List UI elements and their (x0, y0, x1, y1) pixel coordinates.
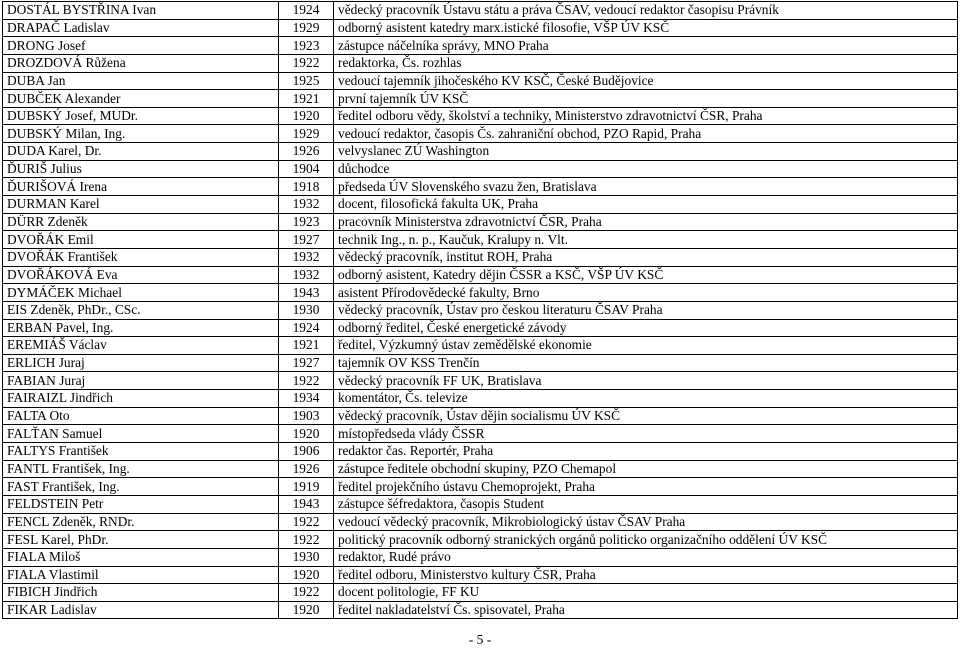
table-row (3, 178, 958, 196)
person-name-cell: FIBICH Jindřich (3, 584, 279, 602)
position-cell: asistent Přírodovědecké fakulty, Brno (334, 284, 958, 302)
birth-year-cell: 1903 (279, 407, 334, 425)
birth-year-cell: 1920 (279, 601, 334, 619)
position-cell: komentátor, Čs. televize (334, 390, 958, 408)
roster-body (3, 2, 958, 619)
table-row (3, 301, 958, 319)
position-cell: zástupce náčelníka správy, MNO Praha (334, 37, 958, 55)
position-cell: odborný ředitel, České energetické závody (334, 319, 958, 337)
person-name-cell: FESL Karel, PhDr. (3, 531, 279, 549)
table-row (3, 213, 958, 231)
person-name-cell: FAIRAIZL Jindřich (3, 390, 279, 408)
birth-year-cell: 1934 (279, 390, 334, 408)
table-row (3, 107, 958, 125)
birth-year-cell: 1930 (279, 301, 334, 319)
birth-year-cell: 1929 (279, 125, 334, 143)
table-row (3, 248, 958, 266)
position-cell: vědecký pracovník, Ústav dějin socialismu ÚV KSČ (334, 407, 958, 425)
person-name-cell: ĎURIŠ Julius (3, 160, 279, 178)
birth-year-cell: 1924 (279, 319, 334, 337)
position-cell: vedoucí redaktor, časopis Čs. zahraniční obchod, PZO Rapid, Praha (334, 125, 958, 143)
birth-year-cell: 1923 (279, 37, 334, 55)
person-name-cell: FELDSTEIN Petr (3, 495, 279, 513)
birth-year-cell: 1922 (279, 372, 334, 390)
table-row (3, 407, 958, 425)
position-cell: důchodce (334, 160, 958, 178)
person-name-cell: ERLICH Juraj (3, 354, 279, 372)
person-name-cell: DVOŘÁK František (3, 248, 279, 266)
table-row (3, 266, 958, 284)
person-name-cell: FALTA Oto (3, 407, 279, 425)
person-name-cell: EREMIÁŠ Václav (3, 337, 279, 355)
position-cell: technik Ing., n. p., Kaučuk, Kralupy n. Vlt. (334, 231, 958, 249)
position-cell: první tajemník ÚV KSČ (334, 90, 958, 108)
person-name-cell: ERBAN Pavel, Ing. (3, 319, 279, 337)
birth-year-cell: 1921 (279, 90, 334, 108)
position-cell: místopředseda vlády ČSSR (334, 425, 958, 443)
person-name-cell: DUBČEK Alexander (3, 90, 279, 108)
position-cell: pracovník Ministerstva zdravotnictví ČSR, Praha (334, 213, 958, 231)
position-cell: ředitel projekčního ústavu Chemoprojekt, Praha (334, 478, 958, 496)
position-cell: vedoucí vědecký pracovník, Mikrobiologický ústav ČSAV Praha (334, 513, 958, 531)
person-name-cell: FALTYS František (3, 443, 279, 461)
position-cell: předseda ÚV Slovenského svazu žen, Bratislava (334, 178, 958, 196)
table-row (3, 19, 958, 37)
birth-year-cell: 1922 (279, 54, 334, 72)
birth-year-cell: 1906 (279, 443, 334, 461)
birth-year-cell: 1923 (279, 213, 334, 231)
person-name-cell: FABIAN Juraj (3, 372, 279, 390)
position-cell: odborný asistent katedry marx.istické filosofie, VŠP ÚV KSČ (334, 19, 958, 37)
person-name-cell: ĎURIŠOVÁ Irena (3, 178, 279, 196)
table-row (3, 125, 958, 143)
person-name-cell: DROZDOVÁ Růžena (3, 54, 279, 72)
table-row (3, 337, 958, 355)
position-cell: vědecký pracovník, institut ROH, Praha (334, 248, 958, 266)
person-name-cell: DUBSKÝ Milan, Ing. (3, 125, 279, 143)
position-cell: politický pracovník odborný stranických orgánů politicko organizačního oddělení ÚV KSČ (334, 531, 958, 549)
birth-year-cell: 1920 (279, 566, 334, 584)
person-name-cell: FALŤAN Samuel (3, 425, 279, 443)
birth-year-cell: 1930 (279, 548, 334, 566)
position-cell: docent, filosofická fakulta UK, Praha (334, 196, 958, 214)
position-cell: vědecký pracovník, Ústav pro českou literaturu ČSAV Praha (334, 301, 958, 319)
table-row (3, 443, 958, 461)
birth-year-cell: 1927 (279, 231, 334, 249)
table-row (3, 37, 958, 55)
person-name-cell: FENCL Zdeněk, RNDr. (3, 513, 279, 531)
birth-year-cell: 1926 (279, 460, 334, 478)
position-cell: docent politologie, FF KU (334, 584, 958, 602)
birth-year-cell: 1927 (279, 354, 334, 372)
birth-year-cell: 1929 (279, 19, 334, 37)
birth-year-cell: 1922 (279, 584, 334, 602)
table-row (3, 601, 958, 619)
table-row (3, 390, 958, 408)
position-cell: zástupce šéfredaktora, časopis Student (334, 495, 958, 513)
position-cell: vedoucí tajemník jihočeského KV KSČ, České Budějovice (334, 72, 958, 90)
table-row (3, 531, 958, 549)
position-cell: vědecký pracovník FF UK, Bratislava (334, 372, 958, 390)
table-row (3, 372, 958, 390)
person-name-cell: DUBA Jan (3, 72, 279, 90)
position-cell: ředitel odboru, Ministerstvo kultury ČSR, Praha (334, 566, 958, 584)
birth-year-cell: 1921 (279, 337, 334, 355)
table-row (3, 72, 958, 90)
person-name-cell: EIS Zdeněk, PhDr., CSc. (3, 301, 279, 319)
birth-year-cell: 1919 (279, 478, 334, 496)
person-name-cell: FIALA Miloš (3, 548, 279, 566)
birth-year-cell: 1922 (279, 531, 334, 549)
table-row (3, 478, 958, 496)
position-cell: velvyslanec ZÚ Washington (334, 143, 958, 161)
position-cell: zástupce ředitele obchodní skupiny, PZO Chemapol (334, 460, 958, 478)
person-name-cell: DOSTÁL BYSTŘINA Ivan (3, 2, 279, 20)
table-row (3, 548, 958, 566)
position-cell: vědecký pracovník Ústavu státu a práva ČSAV, vedoucí redaktor časopisu Právník (334, 2, 958, 20)
position-cell: redaktorka, Čs. rozhlas (334, 54, 958, 72)
biographical-roster-table (2, 1, 958, 619)
birth-year-cell: 1918 (279, 178, 334, 196)
position-cell: odborný asistent, Katedry dějin ČSSR a KSČ, VŠP ÚV KSČ (334, 266, 958, 284)
person-name-cell: DRAPAČ Ladislav (3, 19, 279, 37)
position-cell: tajemník OV KSS Trenčín (334, 354, 958, 372)
person-name-cell: DVOŘÁKOVÁ Eva (3, 266, 279, 284)
birth-year-cell: 1926 (279, 143, 334, 161)
table-row (3, 566, 958, 584)
birth-year-cell: 1943 (279, 495, 334, 513)
position-cell: ředitel odboru vědy, školství a techniky, Ministerstvo zdravotnictví ČSR, Praha (334, 107, 958, 125)
position-cell: ředitel, Výzkumný ústav zemědělské ekonomie (334, 337, 958, 355)
table-row (3, 54, 958, 72)
birth-year-cell: 1922 (279, 513, 334, 531)
person-name-cell: DRONG Josef (3, 37, 279, 55)
table-row (3, 231, 958, 249)
table-row (3, 143, 958, 161)
birth-year-cell: 1920 (279, 107, 334, 125)
birth-year-cell: 1943 (279, 284, 334, 302)
table-row (3, 90, 958, 108)
table-row (3, 495, 958, 513)
person-name-cell: FIALA Vlastimil (3, 566, 279, 584)
person-name-cell: DURMAN Karel (3, 196, 279, 214)
table-row (3, 584, 958, 602)
table-row (3, 284, 958, 302)
birth-year-cell: 1920 (279, 425, 334, 443)
table-row (3, 460, 958, 478)
position-cell: redaktor, Rudé právo (334, 548, 958, 566)
person-name-cell: DÜRR Zdeněk (3, 213, 279, 231)
table-row (3, 160, 958, 178)
table-row (3, 354, 958, 372)
table-row (3, 425, 958, 443)
person-name-cell: FAST František, Ing. (3, 478, 279, 496)
birth-year-cell: 1904 (279, 160, 334, 178)
table-row (3, 196, 958, 214)
birth-year-cell: 1932 (279, 196, 334, 214)
person-name-cell: DUDA Karel, Dr. (3, 143, 279, 161)
birth-year-cell: 1932 (279, 266, 334, 284)
page-number: - 5 - (468, 632, 492, 647)
person-name-cell: DUBSKÝ Josef, MUDr. (3, 107, 279, 125)
position-cell: redaktor čas. Reportér, Praha (334, 443, 958, 461)
birth-year-cell: 1924 (279, 2, 334, 20)
table-row (3, 319, 958, 337)
person-name-cell: FIKAR Ladislav (3, 601, 279, 619)
table-row (3, 2, 958, 20)
position-cell: ředitel nakladatelství Čs. spisovatel, Praha (334, 601, 958, 619)
birth-year-cell: 1925 (279, 72, 334, 90)
person-name-cell: DYMÁČEK Michael (3, 284, 279, 302)
birth-year-cell: 1932 (279, 248, 334, 266)
table-row (3, 513, 958, 531)
person-name-cell: FANTL František, Ing. (3, 460, 279, 478)
person-name-cell: DVOŘÁK Emil (3, 231, 279, 249)
